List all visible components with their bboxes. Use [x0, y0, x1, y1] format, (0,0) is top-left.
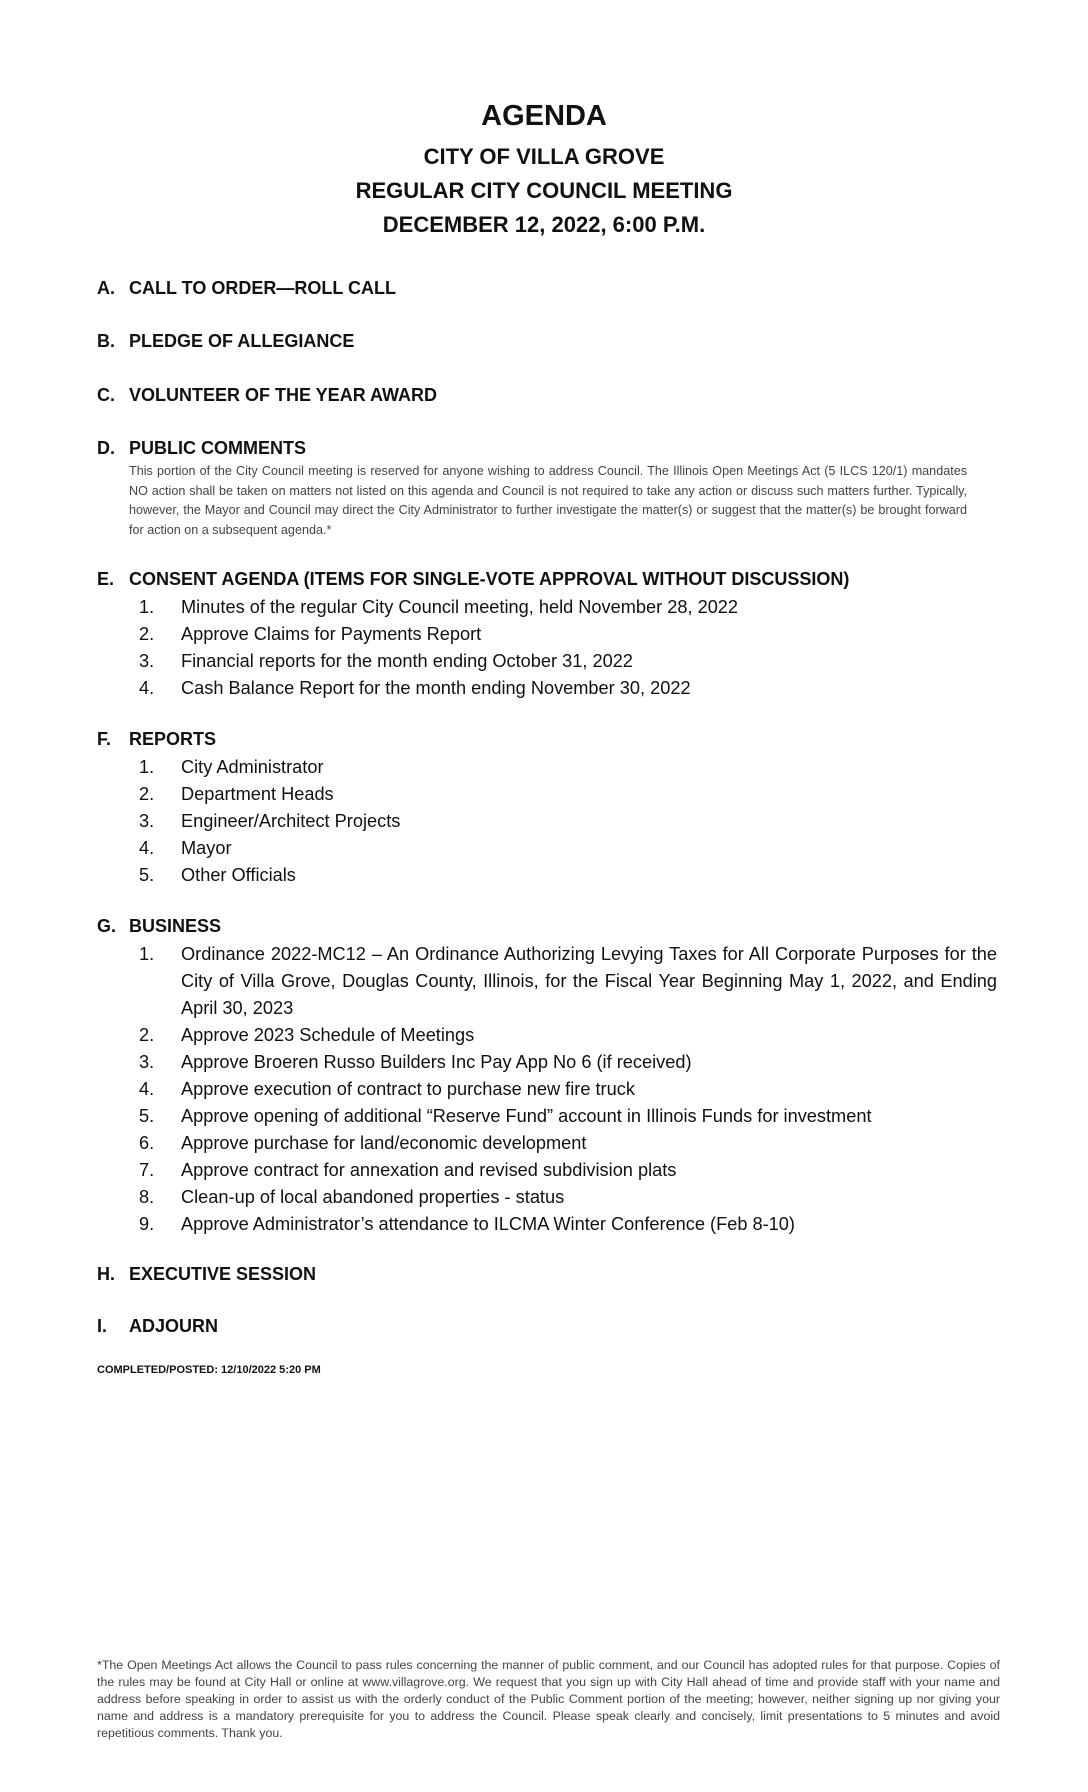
section-letter: G. — [97, 916, 117, 936]
item-number: 7. — [139, 1160, 155, 1180]
item-text: Approve Broeren Russo Builders Inc Pay App No 6 (if received) — [181, 1052, 692, 1072]
section-letter: I. — [97, 1316, 108, 1336]
item-number: 9. — [139, 1214, 155, 1234]
section-title: REPORTS — [129, 729, 217, 749]
section-e-heading — [97, 569, 849, 590]
item-text: Approve opening of additional “Reserve Fund” account in Illinois Funds for investment — [181, 1106, 872, 1126]
posted-timestamp: COMPLETED/POSTED: 12/10/2022 5:20 PM — [97, 1364, 321, 1376]
item-text: Approve Claims for Payments Report — [181, 624, 482, 644]
item-text: Approve 2023 Schedule of Meetings — [181, 1025, 475, 1045]
list-item — [129, 808, 997, 835]
meeting-datetime: DECEMBER 12, 2022, 6:00 P.M. — [382, 212, 706, 237]
list-item — [129, 1049, 997, 1076]
item-text: Ordinance 2022-MC12 – An Ordinance Authorizing Levying Taxes for All Corporate Purposes for the City of Villa Grove, Douglas County, Illinois, for the Fiscal Year Beginning May 1, 2022, and Ending April 30, 2023 — [181, 944, 997, 1018]
list-item — [129, 1184, 997, 1211]
list-item — [129, 781, 997, 808]
section-title: VOLUNTEER OF THE YEAR AWARD — [129, 385, 438, 405]
item-text: Clean-up of local abandoned properties - status — [181, 1187, 565, 1207]
item-text: Approve purchase for land/economic development — [181, 1133, 587, 1153]
item-text: Cash Balance Report for the month ending November 30, 2022 — [181, 678, 691, 698]
item-number: 1. — [139, 944, 155, 964]
item-number: 2. — [139, 784, 155, 804]
list-item — [129, 1130, 997, 1157]
list-item — [129, 835, 997, 862]
list-item — [129, 648, 997, 675]
list-item — [129, 862, 997, 889]
item-number: 2. — [139, 624, 155, 644]
section-b-heading — [97, 331, 354, 352]
section-c-heading — [97, 385, 437, 406]
section-letter: H. — [97, 1264, 115, 1284]
item-text: Mayor — [181, 838, 232, 858]
section-title: PLEDGE OF ALLEGIANCE — [129, 331, 355, 351]
item-number: 5. — [139, 1106, 155, 1126]
item-number: 5. — [139, 865, 155, 885]
footer-note: *The Open Meetings Act allows the Council to pass rules concerning the manner of public comment, and our Council has adopted rules for that purpose. Copies of the rules may be found at City Hall or online at www.villagrove.org. We request that you sign up with City Hall ahead of time and provide staff with your name and address before speaking in order to assist us with the orderly conduct of the Public Comment portion of the meeting; however, neither signing up nor giving your name and address is a mandatory prerequisite for you to address the Council. Please speak clearly and concisely, limit presentations to 5 minutes and avoid repetitious comments. Thank you. — [97, 1658, 1000, 1740]
list-item — [129, 941, 997, 1022]
item-number: 4. — [139, 1079, 155, 1099]
list-item — [129, 754, 997, 781]
section-letter: C. — [97, 385, 115, 405]
item-text: Approve execution of contract to purchase new fire truck — [181, 1079, 635, 1099]
section-a-heading — [97, 278, 396, 299]
section-title: BUSINESS — [129, 916, 222, 936]
item-number: 4. — [139, 838, 155, 858]
city-name: CITY OF VILLA GROVE — [423, 144, 665, 169]
item-text: Financial reports for the month ending October 31, 2022 — [181, 651, 633, 671]
consent-agenda-list — [129, 594, 997, 702]
list-item — [129, 1022, 997, 1049]
list-item — [129, 1076, 997, 1103]
business-list — [129, 941, 997, 1238]
section-title: CONSENT AGENDA (ITEMS FOR SINGLE-VOTE APPROVAL WITHOUT DISCUSSION) — [129, 569, 850, 589]
item-number: 6. — [139, 1133, 155, 1153]
agenda-title: AGENDA — [481, 100, 607, 132]
section-title: ADJOURN — [129, 1316, 219, 1336]
list-item — [129, 675, 997, 702]
section-letter: E. — [97, 569, 115, 589]
section-letter: D. — [97, 438, 115, 458]
item-number: 2. — [139, 1025, 155, 1045]
item-number: 3. — [139, 1052, 155, 1072]
item-number: 3. — [139, 811, 155, 831]
section-i-heading — [97, 1316, 218, 1337]
public-comments-text: This portion of the City Council meeting is reserved for anyone wishing to address Council. The Illinois Open Meetings Act (5 ILCS 120/1) mandates NO action shall be taken on matters not listed on this agenda and Council is not required to take any action or discuss such matters further. Typically, however, the Mayor and Council may direct the City Administrator to further investigate the matter(s) or suggest that the matter(s) be brought forward for action on a subsequent agenda.* — [129, 464, 967, 537]
list-item — [129, 1103, 997, 1130]
section-g-heading — [97, 916, 221, 937]
item-text: Department Heads — [181, 784, 334, 804]
item-text: City Administrator — [181, 757, 324, 777]
section-title: PUBLIC COMMENTS — [129, 438, 306, 458]
reports-list — [129, 754, 997, 889]
meeting-type: REGULAR CITY COUNCIL MEETING — [355, 178, 733, 203]
section-letter: F. — [97, 729, 112, 749]
section-letter: A. — [97, 278, 115, 298]
item-number: 1. — [139, 597, 155, 617]
section-h-heading — [97, 1264, 316, 1285]
item-number: 3. — [139, 651, 155, 671]
section-f-heading — [97, 729, 216, 750]
item-text: Other Officials — [181, 865, 296, 885]
section-title: EXECUTIVE SESSION — [129, 1264, 317, 1284]
list-item — [129, 594, 997, 621]
item-number: 1. — [139, 757, 155, 777]
item-text: Minutes of the regular City Council meeting, held November 28, 2022 — [181, 597, 739, 617]
list-item — [129, 1211, 997, 1238]
item-text: Approve Administrator’s attendance to ILCMA Winter Conference (Feb 8-10) — [181, 1214, 795, 1234]
list-item — [129, 621, 997, 648]
item-text: Approve contract for annexation and revised subdivision plats — [181, 1160, 677, 1180]
item-text: Engineer/Architect Projects — [181, 811, 401, 831]
section-letter: B. — [97, 331, 115, 351]
section-d-heading — [97, 438, 306, 459]
item-number: 4. — [139, 678, 155, 698]
section-title: CALL TO ORDER—ROLL CALL — [129, 278, 396, 298]
item-number: 8. — [139, 1187, 155, 1207]
list-item — [129, 1157, 997, 1184]
